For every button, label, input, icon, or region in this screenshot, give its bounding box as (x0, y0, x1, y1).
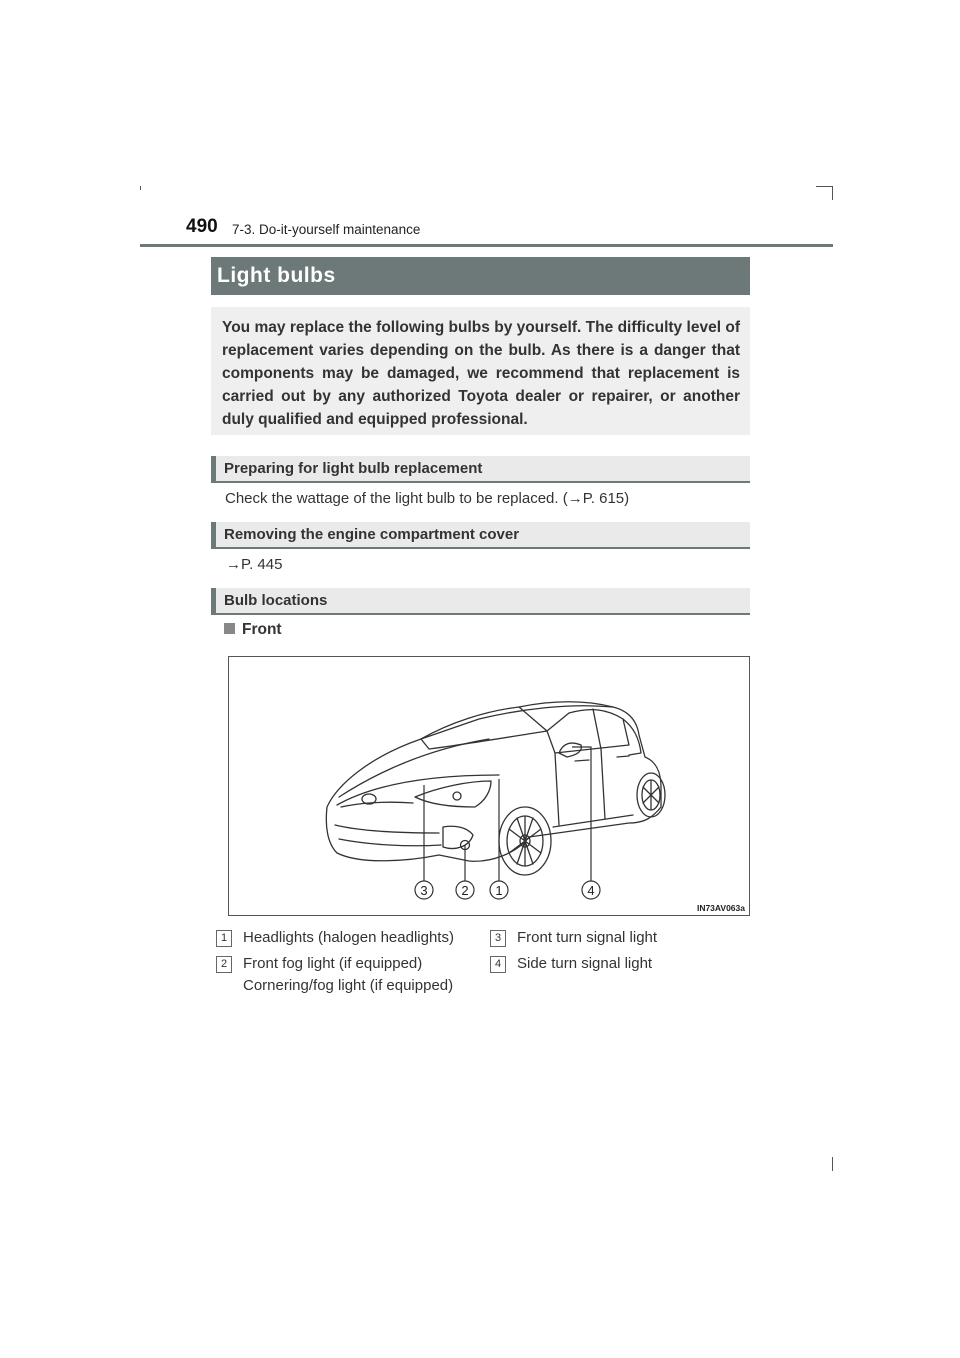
legend-text-1: Headlights (halogen headlights) (243, 929, 454, 946)
legend-text-4: Side turn signal light (517, 955, 653, 972)
subheading-front (224, 621, 282, 639)
legend-text-2: Front fog light (if equipped) (243, 955, 423, 972)
section-heading-removing: Removing the engine compartment cover (211, 522, 750, 549)
square-bullet-icon (224, 623, 235, 634)
section-heading-preparing: Preparing for light bulb replacement (211, 456, 750, 483)
callout-1-label: 1 (495, 883, 503, 898)
removing-page-ref: →P. 445 (226, 556, 283, 573)
callout-3-label: 3 (420, 883, 428, 898)
header-rule (140, 244, 833, 247)
crop-mark-top-right-h (816, 186, 833, 187)
legend-number-2: 2 (216, 956, 232, 973)
callout-4-label: 4 (587, 883, 595, 898)
car-figure (228, 656, 750, 916)
legend-number-3: 3 (490, 930, 506, 947)
crop-mark-top-right-v (832, 186, 833, 200)
running-head: 7-3. Do-it-yourself maintenance (232, 222, 421, 237)
legend-text-3: Front turn signal light (517, 929, 658, 946)
crop-mark-bottom-right (832, 1157, 833, 1171)
legend-number-4: 4 (490, 956, 506, 973)
crop-mark-top-left (140, 186, 141, 190)
page-title: Light bulbs (211, 257, 750, 295)
legend-number-1: 1 (216, 930, 232, 947)
car-illustration (229, 657, 749, 915)
preparing-text: Check the wattage of the light bulb to be replaced. (→P. 615) (225, 490, 630, 507)
callout-2-label: 2 (461, 883, 469, 898)
subheading-front-label: Front (242, 621, 282, 638)
intro-text: You may replace the following bulbs by yourself. The difficulty level of replacement varies depending on the bulb. As there is a danger that components may be damaged, we recommend that replacement is carried out by any authorized Toyota dealer or repairer, or another duly qualified and equipped professional. (222, 319, 740, 428)
page-number: 490 (186, 216, 218, 237)
figure-code: IN73AV063a (696, 903, 745, 913)
intro-box (211, 307, 750, 435)
legend-text-2b: Cornering/fog light (if equipped) (243, 977, 454, 994)
section-heading-bulb-locations: Bulb locations (211, 588, 750, 615)
